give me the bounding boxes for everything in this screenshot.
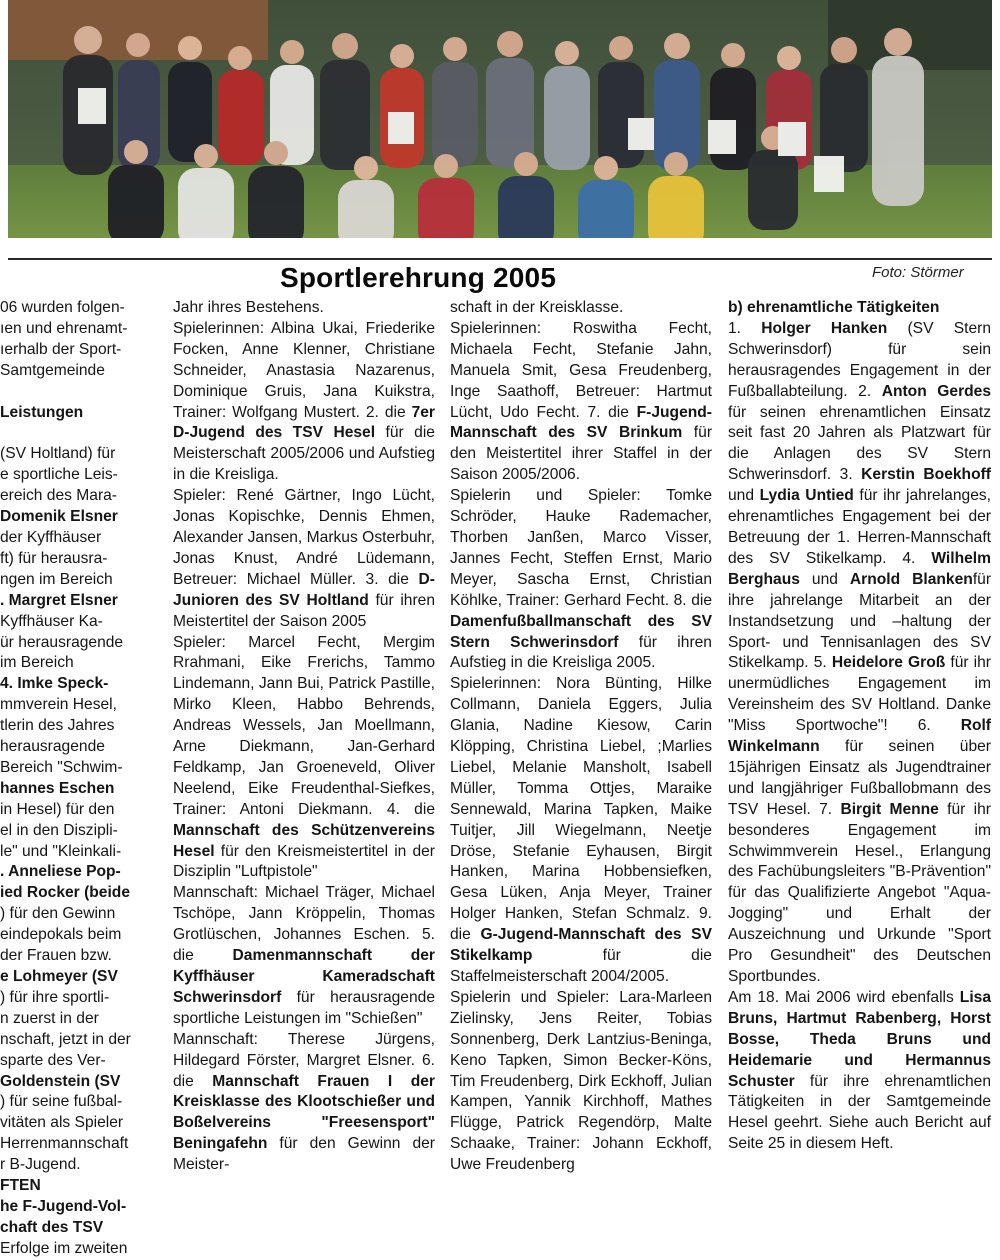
section-heading: b) ehrenamtliche Tätigkeiten — [728, 299, 940, 316]
text-line: in Hesel) für den — [0, 800, 115, 818]
text-line: . Margret Elsner — [0, 591, 118, 609]
group-photo-drawing — [8, 0, 992, 258]
paragraph: schaft in der Kreisklasse. — [450, 299, 624, 316]
text-line: hannes Eschen — [0, 779, 115, 797]
paragraph: Spieler: Marcel Fecht, Mergim Rrahmani, Eike Frerichs, Tammo Lindemann, Jann Bui, Patrick Pastille, Mirko Kleen, Habbo Behrends, Andreas Wessels, Jan Moellmann, Arne Diekmann, Jan-Gerhard Feldkamp, Jan Groeneveld, Oliver Neelend, Eike Freudenthal-Siefkes, Trainer: Antoni Diekmann. 4. die Mannschaft des Schützenvereins Hesel für den Kreismeistertitel in der Disziplin "Luftpistole" — [173, 633, 435, 881]
column-3 — [450, 298, 712, 1242]
paragraph: Spielerinnen: Nora Bünting, Hilke Collmann, Daniela Eggers, Julia Glania, Nadine Kiesow, Carin Klöpping, Christina Liebel, ;Marlies Liebel, Melanie Mansholt, Isabell Müller, Tomma Ottjes, Maraike Sennewald, Marina Tapken, Maike Tuitjer, Jill Wiegelmann, Neetje Dröse, Stefanie Eyhausen, Birgit Hanken, Marina Hobbensiefken, Gesa Lüken, Anja Meyer, Trainer Holger Hanken, Stefan Schmalz. 9. die G-Jugend-Mannschaft des SV Stikelkamp für die Staffelmeisterschaft 2004/2005. — [450, 675, 712, 985]
text-line: r B-Jugend. — [0, 1156, 81, 1174]
group-photo — [8, 0, 992, 260]
text-line: Domenik Elsner — [0, 508, 118, 526]
text-line: Erfolge im zweiten — [0, 1239, 128, 1257]
text-line: Bereich "Schwim- — [0, 758, 123, 776]
text-line: ) für den Gewinn — [0, 905, 116, 923]
text-line: nschaft, jetzt in der — [0, 1030, 131, 1048]
text-line: 4. Imke Speck- — [0, 675, 109, 693]
text-line: Herrenmannschaft — [0, 1135, 129, 1153]
paragraph: Am 18. Mai 2006 wird ebenfalls Lisa Bruns, Hartmut Rabenberg, Horst Bosse, Theda Bruns und Heidemarie und Hermannus Schuster für ihre ehrenamtlichen Tätigkeiten in der Samtgemeinde Hesel geehrt. Siehe auch Bericht auf Seite 25 in diesem Heft. — [728, 988, 991, 1153]
photo-bottom-strip — [8, 238, 992, 258]
text-line: le" und "Kleinkali- — [0, 842, 122, 860]
paragraph: Spieler: René Gärtner, Ingo Lücht, Jonas Kopischke, Dennis Ehmen, Alexander Jansen, Markus Osterbuhr, Jonas Knust, André Lüdemann, Betreuer: Michael Müller. 3. die D-Junioren des SV Holtland für ihren Meistertitel der Saison 2005 — [173, 487, 435, 630]
text-line: FTEN — [0, 1177, 41, 1195]
paragraph: Spielerin und Spieler: Tomke Schröder, Hauke Rademacher, Thorben Janßen, Marco Visser, Jannes Fecht, Steffen Ernst, Mario Meyer, Sascha Ernst, Christian Köhlke, Trainer: Gerhard Fecht. 8. die Damenfußballmanschaft des SV Stern Schwerinsdorf für ihren Aufstieg in die Kreisliga 2005. — [450, 487, 712, 672]
text-line: Leistungen — [0, 403, 84, 421]
text-line: im Bereich — [0, 654, 74, 672]
paragraph: Mannschaft: Michael Träger, Michael Tschöpe, Jann Kröppelin, Thomas Grotlüschen, Johannes Eschen. 5. die Damenmannschaft der Kyffhäuser Kameradschaft Schwerinsdorf für herausragende sportliche Leistungen im "Schießen" — [173, 884, 435, 1027]
photo-credit: Foto: Störmer — [872, 264, 964, 281]
text-line: e sportliche Leis- — [0, 466, 118, 484]
text-line: 06 wurden folgen- — [0, 299, 125, 316]
text-line: der Frauen bzw. — [0, 947, 112, 965]
text-line: ereich des Mara- — [0, 487, 117, 505]
text-line: el in den Diszipli- — [0, 821, 118, 839]
text-line: chaft des TSV — [0, 1218, 104, 1236]
text-line: ) für seine fußbal- — [0, 1093, 123, 1111]
text-line: ngen im Bereich — [0, 570, 113, 588]
spacer — [0, 382, 157, 403]
text-line: ıen und ehrenamt- — [0, 319, 128, 337]
text-line: ied Rocker (beide — [0, 884, 130, 902]
column-4 — [728, 298, 991, 1242]
paragraph: 1. Holger Hanken (SV Stern Schwerinsdorf) für sein herausragendes Engagement in der Fußballabteilung. 2. Anton Gerdes für seinen ehrenamtlichen Einsatz seit fast 20 Jahren als Platzwart für die Anlagen des SV Stern Schwerinsdorf. 3. Kerstin Boekhoff und Lydia Untied für ihr jahrelanges, ehrenamtliches Engagement bei der Betreuung der 1. Herren-Mannschaft des SV Stikelkamp. 4. Wilhelm Berghaus und Arnold Blankenfür ihre jahrelange Mitarbeit an der Instandsetzung und –haltung der Sport- und Tennisanlagen des SV Stikelkamp. 5. Heidelore Groß für ihr unermüdliches Engagement im Vereinsheim des SV Holtland. Danke "Miss Sportwoche"! 6. Rolf Winkelmann für seinen über 15jährigen Einsatz als Jugendtrainer und langjähriger Fußballobmann des TSV Hesel. 7. Birgit Menne für ihr besonderes Engagement im Schwimmverein Hesel., Erlangung des Fachübungsleiters "B-Prävention" für das Qualifizierte Angebot "Aqua-Jogging" und Erhalt der Auszeichnung und Urkunde "Sport Pro Gesundheit" des Deutschen Sportbundes. — [728, 319, 992, 985]
text-line: ıerhalb der Sport- — [0, 340, 122, 358]
text-line: (SV Holtland) für — [0, 445, 116, 463]
paragraph: Spielerinnen: Roswitha Fecht, Michaela Fecht, Stefanie Jahn, Manuela Smit, Gesa Freudenberg, Inge Saathoff, Betreuer: Hartmut Lücht, Udo Fecht. 7. die F-Jugend-Mannschaft des SV Brinkum für den Meistertitel ihrer Staffel in der Saison 2005/2006. — [450, 319, 713, 484]
text-line: mmverein Hesel, — [0, 696, 117, 714]
text-line: he F-Jugend-Vol- — [0, 1197, 127, 1215]
spacer — [0, 423, 157, 444]
text-line: n zuerst in der — [0, 1009, 99, 1027]
text-line: tlerin des Jahres — [0, 717, 115, 735]
column-2 — [173, 298, 435, 1242]
text-line: ür herausragende — [0, 633, 124, 651]
text-line: . Anneliese Pop- — [0, 863, 121, 881]
paragraph: Spielerinnen: Albina Ukai, Friederike Focken, Anne Klenner, Christiane Schneider, Anastasia Nazarenus, Dominique Gruis, Jana Kuikstra, Trainer: Wolfgang Mustert. 2. die 7er D-Jugend des TSV Hesel für die Meisterschaft 2005/2006 und Aufstieg in die Kreisliga. — [173, 319, 435, 484]
text-line: eindepokals beim — [0, 926, 122, 944]
paragraph: Jahr ihres Bestehens. — [173, 299, 324, 316]
text-line: Samtgemeinde — [0, 361, 105, 379]
text-line: vitäten als Spieler — [0, 1114, 124, 1132]
text-line: sparte des Ver- — [0, 1051, 106, 1069]
text-line: ft) für herausra- — [0, 549, 108, 567]
paragraph: Spielerin und Spieler: Lara-Marleen Zielinsky, Jens Reiter, Tobias Sonnenberg, Derk Lantzius-Beninga, Keno Tapken, Simon Becker-Köns, Tim Freudenberg, Dirk Eckhoff, Julian Kampen, Yannik Kirchhoff, Mathes Flügge, Patrick Regendörp, Malte Schaake, Trainer: Johann Eckhoff, Uwe Freudenberg — [450, 988, 712, 1174]
text-line: Kyffhäuser Ka- — [0, 612, 103, 630]
text-line: e Lohmeyer (SV — [0, 968, 118, 985]
article-headline: Sportlerehrung 2005 — [280, 262, 557, 293]
text-line: der Kyffhäuser — [0, 528, 102, 546]
text-line: herausragende — [0, 738, 105, 756]
text-line: ) für ihre sportli- — [0, 988, 110, 1006]
paragraph: Mannschaft: Therese Jürgens, Hildegard Förster, Margret Elsner. 6. die Mannschaft Frauen I der Kreisklasse des Klootschießer und Boßelvereins "Freesensport" Beningafehn für den Gewinn der Meister- — [173, 1030, 435, 1174]
text-line: Goldenstein (SV — [0, 1072, 121, 1090]
column-1 — [0, 298, 157, 1257]
